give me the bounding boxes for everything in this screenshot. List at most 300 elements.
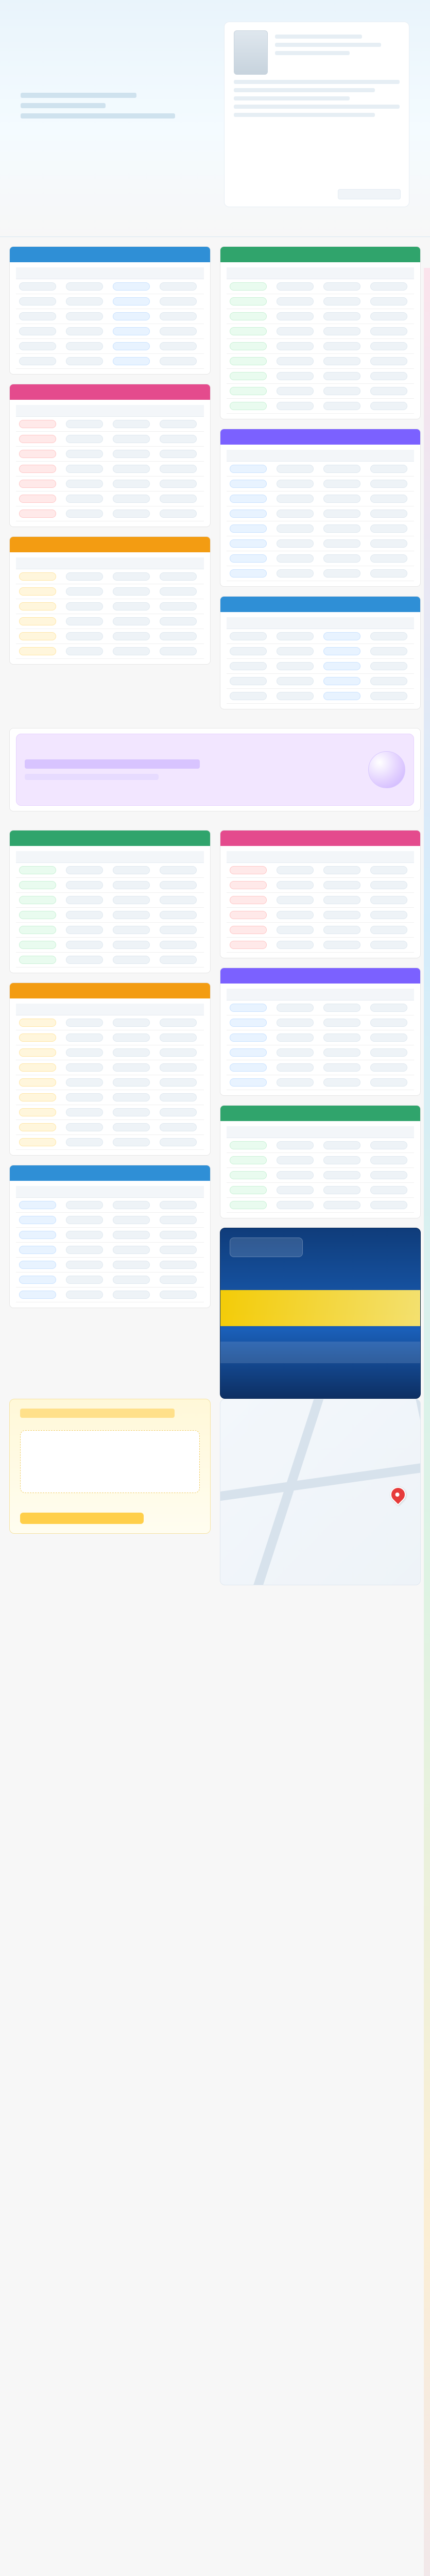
table-row	[16, 1198, 204, 1213]
table-row	[227, 1045, 415, 1060]
cell-placeholder	[66, 495, 103, 503]
cell-placeholder	[370, 896, 407, 904]
content-grid-2	[9, 821, 421, 1399]
cell-placeholder	[66, 1261, 103, 1269]
cell-placeholder	[19, 1063, 56, 1072]
table-row	[227, 566, 415, 581]
section	[220, 596, 421, 709]
ad-big-band	[220, 1290, 421, 1326]
cell-placeholder	[160, 282, 197, 291]
cell-placeholder	[230, 896, 267, 904]
cell-placeholder	[113, 342, 150, 350]
cell-placeholder	[370, 1078, 407, 1087]
table-header	[157, 851, 203, 863]
cell-placeholder	[113, 480, 150, 488]
table-header	[227, 1126, 273, 1138]
ad-big-band-secondary	[220, 1342, 421, 1363]
table-row	[227, 369, 415, 384]
cell-placeholder	[113, 1019, 150, 1027]
cell-placeholder	[323, 926, 360, 934]
cell-placeholder	[66, 1291, 103, 1299]
cell-placeholder	[323, 1078, 360, 1087]
cell-placeholder	[66, 327, 103, 335]
table-row	[16, 863, 204, 878]
cell-placeholder	[277, 911, 314, 919]
table-row	[227, 309, 415, 324]
cell-placeholder	[323, 342, 360, 350]
table-row	[16, 1015, 204, 1030]
signature	[338, 189, 401, 199]
cell-placeholder	[19, 896, 56, 904]
cell-placeholder	[230, 677, 267, 685]
section	[9, 384, 211, 527]
cell-placeholder	[66, 1216, 103, 1224]
cell-placeholder	[230, 692, 267, 700]
table-row	[227, 908, 415, 923]
cell-placeholder	[160, 941, 197, 949]
cell-placeholder	[160, 1093, 197, 1101]
cell-placeholder	[66, 1123, 103, 1131]
hero-message-card	[224, 22, 409, 207]
table-row	[16, 629, 204, 644]
cell-placeholder	[230, 1063, 267, 1072]
table-row	[16, 1213, 204, 1228]
cell-placeholder	[19, 941, 56, 949]
table-row	[16, 893, 204, 908]
cell-placeholder	[230, 297, 267, 306]
section-body	[220, 612, 421, 709]
cell-placeholder	[323, 282, 360, 291]
cell-placeholder	[19, 1033, 56, 1042]
table-row	[227, 492, 415, 506]
cell-placeholder	[277, 1063, 314, 1072]
cell-placeholder	[66, 1078, 103, 1087]
cell-placeholder	[19, 1123, 56, 1131]
table-row	[16, 908, 204, 923]
table-header	[16, 1004, 63, 1015]
cell-placeholder	[370, 1186, 407, 1194]
cell-placeholder	[160, 956, 197, 964]
section-table	[16, 851, 204, 968]
cell-placeholder	[19, 1048, 56, 1057]
cell-placeholder	[370, 1141, 407, 1149]
cell-placeholder	[370, 282, 407, 291]
cell-placeholder	[323, 480, 360, 488]
ad-yellow-box	[20, 1430, 200, 1493]
cell-placeholder	[277, 480, 314, 488]
cell-placeholder	[113, 327, 150, 335]
cell-placeholder	[323, 402, 360, 410]
table-row	[227, 477, 415, 492]
hero-message-line	[234, 80, 400, 84]
cell-placeholder	[323, 327, 360, 335]
cell-placeholder	[160, 1138, 197, 1146]
ad-yellow-headline	[20, 1409, 175, 1418]
table-header	[227, 851, 273, 863]
cell-placeholder	[66, 312, 103, 320]
cell-placeholder	[277, 662, 314, 670]
cell-placeholder	[370, 357, 407, 365]
table-header	[63, 557, 110, 569]
cell-placeholder	[370, 312, 407, 320]
cell-placeholder	[230, 554, 267, 563]
cell-placeholder	[19, 282, 56, 291]
table-row	[16, 614, 204, 629]
table-header	[367, 267, 414, 279]
cell-placeholder	[230, 1156, 267, 1164]
cell-placeholder	[19, 956, 56, 964]
cell-placeholder	[370, 372, 407, 380]
cell-placeholder	[66, 450, 103, 458]
spacer	[9, 1585, 421, 1586]
cell-placeholder	[323, 662, 360, 670]
table-row	[16, 309, 204, 324]
cell-placeholder	[323, 1171, 360, 1179]
cell-placeholder	[277, 312, 314, 320]
cell-placeholder	[19, 632, 56, 640]
cell-placeholder	[323, 1004, 360, 1012]
table-row	[227, 1153, 415, 1168]
cell-placeholder	[370, 554, 407, 563]
cell-placeholder	[277, 1156, 314, 1164]
cell-placeholder	[113, 587, 150, 596]
cell-placeholder	[19, 327, 56, 335]
cell-placeholder	[66, 587, 103, 596]
table-row	[227, 938, 415, 953]
cell-placeholder	[323, 569, 360, 578]
section-title	[220, 968, 421, 984]
table-header	[320, 989, 367, 1001]
table-header	[157, 1004, 203, 1015]
cell-placeholder	[113, 941, 150, 949]
section-table	[227, 851, 415, 953]
cell-placeholder	[230, 926, 267, 934]
cell-placeholder	[277, 1141, 314, 1149]
cell-placeholder	[19, 297, 56, 306]
table-row	[16, 1060, 204, 1075]
cell-placeholder	[370, 1201, 407, 1209]
right-column-2	[220, 821, 421, 1399]
section-table	[227, 450, 415, 581]
cell-placeholder	[230, 342, 267, 350]
ad-banner	[9, 728, 421, 811]
cell-placeholder	[66, 357, 103, 365]
table-header	[63, 1186, 110, 1198]
table-header	[227, 450, 273, 462]
section-title	[10, 1165, 210, 1181]
cell-placeholder	[160, 450, 197, 458]
section-body	[10, 998, 210, 1155]
cell-placeholder	[370, 539, 407, 548]
table-row	[227, 644, 415, 659]
cell-placeholder	[66, 926, 103, 934]
cell-placeholder	[323, 647, 360, 655]
cell-placeholder	[323, 1201, 360, 1209]
cell-placeholder	[160, 1063, 197, 1072]
cell-placeholder	[113, 465, 150, 473]
cell-placeholder	[19, 602, 56, 611]
cell-placeholder	[230, 524, 267, 533]
ad-big[interactable]	[220, 1228, 421, 1399]
section-table	[227, 267, 415, 414]
table-header	[367, 1126, 414, 1138]
cell-placeholder	[370, 1156, 407, 1164]
table-row	[227, 354, 415, 369]
cell-placeholder	[160, 896, 197, 904]
cell-placeholder	[370, 1019, 407, 1027]
cell-placeholder	[277, 372, 314, 380]
cell-placeholder	[323, 554, 360, 563]
cell-placeholder	[370, 677, 407, 685]
cell-placeholder	[230, 1033, 267, 1042]
cell-placeholder	[19, 1231, 56, 1239]
section-body	[220, 984, 421, 1095]
cell-placeholder	[230, 1078, 267, 1087]
cell-placeholder	[277, 896, 314, 904]
cell-placeholder	[323, 387, 360, 395]
cell-placeholder	[370, 387, 407, 395]
cell-placeholder	[19, 1276, 56, 1284]
cell-placeholder	[19, 1078, 56, 1087]
section	[220, 968, 421, 1096]
section-body	[10, 552, 210, 664]
cell-placeholder	[66, 1246, 103, 1254]
cell-placeholder	[160, 510, 197, 518]
section	[9, 246, 211, 375]
cell-placeholder	[160, 1291, 197, 1299]
cell-placeholder	[113, 450, 150, 458]
cell-placeholder	[277, 554, 314, 563]
table-row	[227, 893, 415, 908]
hero-message-line	[234, 113, 375, 117]
cell-placeholder	[160, 342, 197, 350]
table-header	[320, 267, 367, 279]
table-row	[16, 462, 204, 477]
cell-placeholder	[113, 510, 150, 518]
table-header	[110, 267, 157, 279]
cell-placeholder	[277, 692, 314, 700]
cell-placeholder	[370, 632, 407, 640]
cell-placeholder	[230, 282, 267, 291]
cell-placeholder	[323, 911, 360, 919]
cell-placeholder	[323, 1019, 360, 1027]
cell-placeholder	[370, 402, 407, 410]
cell-placeholder	[66, 602, 103, 611]
cell-placeholder	[19, 1108, 56, 1116]
table-header	[110, 405, 157, 417]
cell-placeholder	[113, 1201, 150, 1209]
table-header	[227, 617, 273, 629]
table-header	[227, 989, 273, 1001]
ad-yellow[interactable]	[9, 1399, 211, 1534]
cell-placeholder	[323, 510, 360, 518]
table-header	[367, 851, 414, 863]
table-row	[227, 506, 415, 521]
section-table	[16, 1004, 204, 1150]
table-header	[273, 851, 320, 863]
cell-placeholder	[277, 1078, 314, 1087]
cell-placeholder	[113, 435, 150, 443]
table-header	[273, 989, 320, 1001]
cell-placeholder	[230, 480, 267, 488]
cell-placeholder	[19, 1246, 56, 1254]
cell-placeholder	[66, 1138, 103, 1146]
cell-placeholder	[323, 632, 360, 640]
cell-placeholder	[160, 587, 197, 596]
cell-placeholder	[160, 327, 197, 335]
hero-title-line	[21, 93, 136, 98]
cell-placeholder	[230, 495, 267, 503]
section-body	[220, 1121, 421, 1218]
cell-placeholder	[113, 896, 150, 904]
cell-placeholder	[66, 1063, 103, 1072]
cell-placeholder	[66, 297, 103, 306]
section-title	[10, 247, 210, 262]
table-header	[16, 851, 63, 863]
cell-placeholder	[66, 941, 103, 949]
cell-placeholder	[160, 312, 197, 320]
cell-placeholder	[19, 312, 56, 320]
cell-placeholder	[19, 1291, 56, 1299]
cell-placeholder	[160, 435, 197, 443]
section-title	[10, 384, 210, 400]
cell-placeholder	[230, 327, 267, 335]
section-body	[220, 262, 421, 419]
cell-placeholder	[113, 881, 150, 889]
left-column	[9, 237, 211, 719]
hero-extra-line	[21, 113, 175, 118]
cell-placeholder	[370, 647, 407, 655]
cell-placeholder	[19, 1216, 56, 1224]
cell-placeholder	[230, 465, 267, 473]
section	[9, 536, 211, 665]
ad-wide-subtitle	[25, 774, 159, 780]
cell-placeholder	[370, 495, 407, 503]
map-road	[412, 1399, 421, 1585]
cell-placeholder	[66, 572, 103, 581]
cell-placeholder	[277, 677, 314, 685]
hero-subtitle-line	[21, 103, 106, 108]
cell-placeholder	[19, 926, 56, 934]
hero-message-line	[275, 51, 350, 55]
section-body	[10, 846, 210, 973]
cell-placeholder	[113, 632, 150, 640]
cell-placeholder	[160, 1216, 197, 1224]
section	[220, 830, 421, 958]
table-row	[16, 1135, 204, 1150]
left-column-2	[9, 821, 211, 1399]
hero	[0, 0, 430, 237]
table-header	[273, 267, 320, 279]
hero-message-line	[234, 96, 350, 100]
cell-placeholder	[19, 465, 56, 473]
cell-placeholder	[66, 282, 103, 291]
section-title	[220, 429, 421, 445]
cell-placeholder	[66, 896, 103, 904]
cell-placeholder	[277, 465, 314, 473]
table-row	[16, 339, 204, 354]
cell-placeholder	[160, 572, 197, 581]
cell-placeholder	[160, 1201, 197, 1209]
section-body	[220, 846, 421, 958]
table-row	[227, 659, 415, 674]
table-header	[320, 450, 367, 462]
cell-placeholder	[19, 1093, 56, 1101]
cell-placeholder	[160, 926, 197, 934]
cell-placeholder	[277, 1019, 314, 1027]
table-row	[227, 462, 415, 477]
cell-placeholder	[230, 1048, 267, 1057]
map[interactable]	[220, 1399, 421, 1585]
hero-message-header	[234, 30, 400, 75]
cell-placeholder	[66, 911, 103, 919]
cell-placeholder	[160, 357, 197, 365]
table-row	[16, 432, 204, 447]
cell-placeholder	[230, 1201, 267, 1209]
cell-placeholder	[19, 647, 56, 655]
cell-placeholder	[19, 587, 56, 596]
cell-placeholder	[277, 297, 314, 306]
cell-placeholder	[230, 312, 267, 320]
cell-placeholder	[66, 420, 103, 428]
section-table	[227, 989, 415, 1090]
table-header	[367, 989, 414, 1001]
section-title	[220, 597, 421, 612]
ad-wide[interactable]	[16, 734, 414, 806]
table-header	[110, 1004, 157, 1015]
cell-placeholder	[19, 881, 56, 889]
table-row	[16, 324, 204, 339]
table-header	[16, 557, 63, 569]
cell-placeholder	[277, 342, 314, 350]
cell-placeholder	[277, 1186, 314, 1194]
cell-placeholder	[66, 510, 103, 518]
cell-placeholder	[160, 632, 197, 640]
table-header	[367, 617, 414, 629]
avatar	[234, 30, 268, 75]
cell-placeholder	[277, 495, 314, 503]
bottom-grid	[9, 1399, 421, 1585]
right-column	[220, 237, 421, 719]
cell-placeholder	[113, 1063, 150, 1072]
map-pin-icon	[387, 1484, 408, 1505]
table-row	[16, 1045, 204, 1060]
cell-placeholder	[19, 1201, 56, 1209]
table-row	[227, 1183, 415, 1198]
table-header	[320, 1126, 367, 1138]
ad-banner-body	[10, 728, 420, 811]
cell-placeholder	[160, 866, 197, 874]
cell-placeholder	[113, 956, 150, 964]
cell-placeholder	[323, 465, 360, 473]
section-title	[10, 983, 210, 998]
table-row	[16, 447, 204, 462]
cell-placeholder	[19, 866, 56, 874]
cell-placeholder	[230, 1186, 267, 1194]
cell-placeholder	[66, 1033, 103, 1042]
table-header	[157, 557, 203, 569]
cell-placeholder	[370, 524, 407, 533]
table-header	[110, 851, 157, 863]
cell-placeholder	[230, 387, 267, 395]
table-header	[273, 450, 320, 462]
ad-wide-text	[25, 759, 200, 780]
cell-placeholder	[277, 866, 314, 874]
table-header	[320, 617, 367, 629]
section-title	[220, 1106, 421, 1121]
cell-placeholder	[277, 1201, 314, 1209]
cell-placeholder	[230, 881, 267, 889]
